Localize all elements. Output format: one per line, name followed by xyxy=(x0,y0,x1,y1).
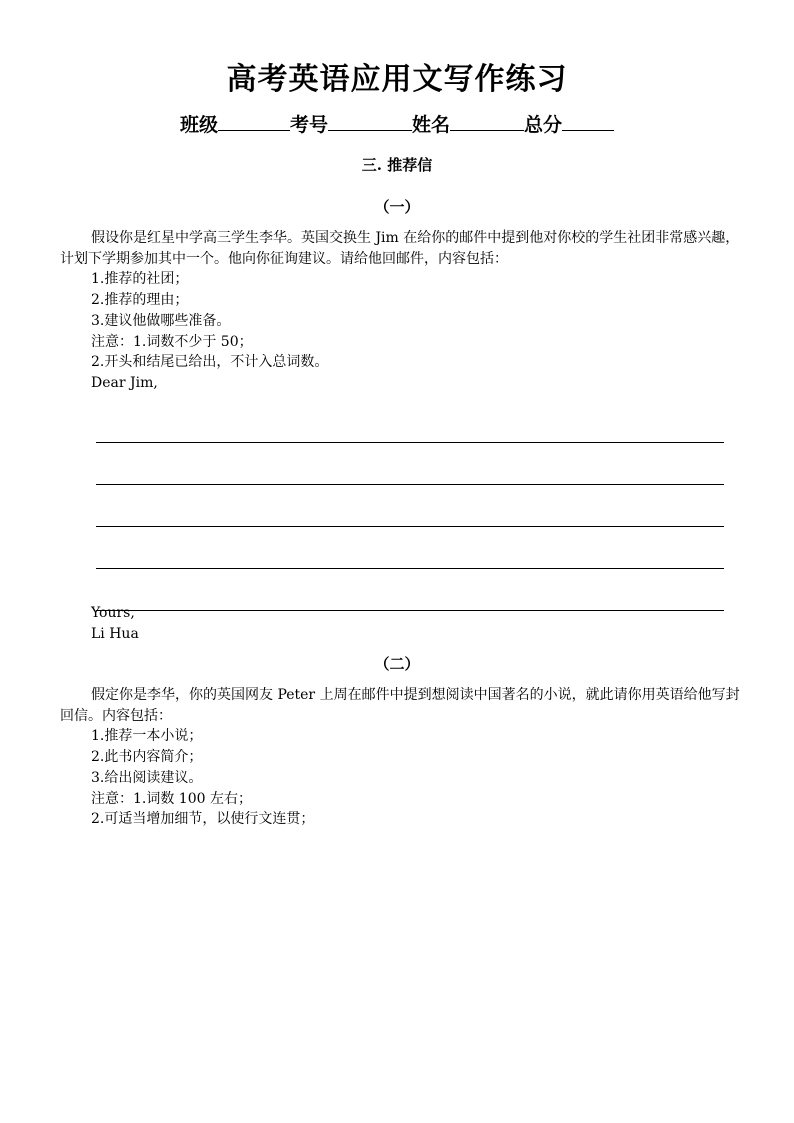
part1-closing-block xyxy=(91,603,139,644)
part1-label: （一） xyxy=(374,198,420,216)
score-label: 总分 xyxy=(524,114,563,136)
exam-number-label: 考号 xyxy=(289,114,328,136)
score-blank[interactable] xyxy=(562,110,614,131)
name-label: 姓名 xyxy=(412,114,451,136)
part2-point: 2.此书内容简介； xyxy=(91,749,203,766)
part1-closing: Yours, xyxy=(91,605,135,621)
student-info-line xyxy=(0,110,794,139)
part1-prompt xyxy=(60,228,740,394)
part1-point: 3.建议他做哪些准备。 xyxy=(91,312,231,329)
writing-line[interactable] xyxy=(96,402,724,443)
part1-note-2: 2.开头和结尾已给出，不计入总词数。 xyxy=(91,354,329,371)
part1-greeting: Dear Jim, xyxy=(91,374,158,391)
part2-label: （二） xyxy=(374,655,420,673)
part1-point: 2.推荐的理由； xyxy=(91,292,189,309)
part1-intro: 假设你是红星中学高三学生李华。英国交换生 Jim 在给你的邮件中提到他对你校的学生社团非常感兴趣，计划下学期参加其中一个。他向你征询建议。请给他回邮件，内容包括： xyxy=(60,230,740,267)
page-title: 高考英语应用文写作练习 xyxy=(226,62,568,97)
writing-area[interactable] xyxy=(96,402,724,612)
class-label: 班级 xyxy=(179,114,218,136)
writing-line[interactable] xyxy=(96,570,724,611)
part1-point: 1.推荐的社团； xyxy=(91,271,189,288)
part2-note-2: 2.可适当增加细节，以使行文连贯； xyxy=(91,811,315,828)
part2-note-1: 注意：1.词数 100 左右； xyxy=(91,790,252,807)
section-title: 三. 推荐信 xyxy=(361,156,433,174)
part2-intro: 假定你是李华，你的英国网友 Peter 上周在邮件中提到想阅读中国著名的小说，就此请你用英语给他写封回信。内容包括： xyxy=(60,687,740,724)
name-blank[interactable] xyxy=(450,110,524,131)
exam-number-blank[interactable] xyxy=(328,110,412,131)
part1-signature: Li Hua xyxy=(91,625,139,642)
part2-prompt xyxy=(60,685,740,830)
writing-line[interactable] xyxy=(96,528,724,569)
part2-point: 3.给出阅读建议。 xyxy=(91,769,203,786)
class-blank[interactable] xyxy=(218,110,290,131)
part2-point: 1.推荐一本小说； xyxy=(91,728,203,745)
part1-note-1: 注意：1.词数不少于 50； xyxy=(91,333,253,350)
writing-line[interactable] xyxy=(96,486,724,527)
writing-line[interactable] xyxy=(96,444,724,485)
